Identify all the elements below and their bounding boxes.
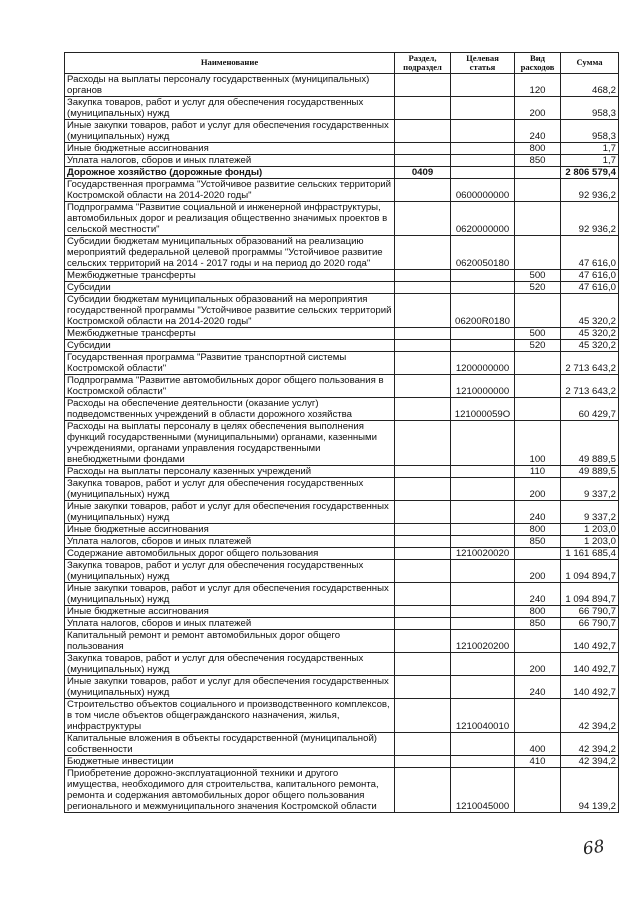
row-section [395, 583, 451, 606]
table-row [65, 202, 619, 236]
row-name: Капитальные вложения в объекты государственной (муниципальной) собственности [65, 733, 395, 756]
row-target [451, 120, 515, 143]
row-name: Приобретение дорожно-эксплуатационной техники и другого имущества, необходимого для строительства, капитального ремонта, ремонта и содержания автомобильных дорог общего пользования регионального и межмуниципального значения Костромской области [65, 768, 395, 813]
row-target [451, 676, 515, 699]
table-row [65, 282, 619, 294]
row-section [395, 120, 451, 143]
row-name: Капитальный ремонт и ремонт автомобильных дорог общего пользования [65, 630, 395, 653]
row-sum: 45 320,2 [561, 340, 619, 352]
row-target: 1210045000 [451, 768, 515, 813]
row-expense-type: 500 [515, 328, 561, 340]
row-expense-type: 850 [515, 536, 561, 548]
header-name: Наименование [65, 53, 395, 74]
row-sum: 958,3 [561, 97, 619, 120]
row-sum: 47 616,0 [561, 236, 619, 270]
row-name: Закупка товаров, работ и услуг для обеспечения государственных (муниципальных) нужд [65, 478, 395, 501]
row-section [395, 630, 451, 653]
row-expense-type: 520 [515, 282, 561, 294]
row-target: 1210020200 [451, 630, 515, 653]
table-row [65, 583, 619, 606]
row-name: Строительство объектов социального и производственного комплексов, в том числе объектов общегражданского назначения, жилья, инфраструктуры [65, 699, 395, 733]
row-sum: 1 161 685,4 [561, 548, 619, 560]
row-sum: 49 889,5 [561, 466, 619, 478]
row-target: 0620000000 [451, 202, 515, 236]
row-target [451, 421, 515, 466]
row-expense-type: 500 [515, 270, 561, 282]
row-section [395, 282, 451, 294]
row-sum: 49 889,5 [561, 421, 619, 466]
row-name: Иные закупки товаров, работ и услуг для обеспечения государственных (муниципальных) нужд [65, 120, 395, 143]
row-name: Иные бюджетные ассигнования [65, 143, 395, 155]
row-sum: 2 713 643,2 [561, 352, 619, 375]
row-section [395, 756, 451, 768]
table-row [65, 375, 619, 398]
row-target [451, 501, 515, 524]
table-row [65, 768, 619, 813]
row-expense-type [515, 398, 561, 421]
row-section: 0409 [395, 167, 451, 179]
row-sum: 958,3 [561, 120, 619, 143]
row-name: Иные закупки товаров, работ и услуг для обеспечения государственных (муниципальных) нужд [65, 676, 395, 699]
row-expense-type: 100 [515, 421, 561, 466]
row-name: Субсидии бюджетам муниципальных образований на реализацию мероприятий федеральной целевой программы "Устойчивое развитие сельских территорий на 2014 - 2017 годы и на период до 2020 года" [65, 236, 395, 270]
row-section [395, 294, 451, 328]
row-sum: 1 094 894,7 [561, 583, 619, 606]
table-row [65, 340, 619, 352]
table-row [65, 120, 619, 143]
row-section [395, 548, 451, 560]
row-sum: 66 790,7 [561, 618, 619, 630]
row-expense-type: 200 [515, 653, 561, 676]
row-sum: 47 616,0 [561, 270, 619, 282]
row-target [451, 97, 515, 120]
table-row [65, 270, 619, 282]
header-expense-type: Вид расходов [515, 53, 561, 74]
table-row [65, 179, 619, 202]
row-expense-type: 850 [515, 618, 561, 630]
row-section [395, 236, 451, 270]
row-expense-type: 200 [515, 478, 561, 501]
row-section [395, 478, 451, 501]
row-target [451, 270, 515, 282]
row-sum: 1 203,0 [561, 524, 619, 536]
header-target: Целевая статья [451, 53, 515, 74]
row-section [395, 421, 451, 466]
row-expense-type: 520 [515, 340, 561, 352]
row-sum: 9 337,2 [561, 501, 619, 524]
row-name: Государственная программа "Развитие транспортной системы Костромской области" [65, 352, 395, 375]
row-expense-type: 200 [515, 97, 561, 120]
row-target [451, 328, 515, 340]
row-section [395, 524, 451, 536]
table-row [65, 676, 619, 699]
table-row [65, 756, 619, 768]
row-expense-type: 200 [515, 560, 561, 583]
row-sum: 1,7 [561, 143, 619, 155]
row-expense-type [515, 548, 561, 560]
row-target [451, 466, 515, 478]
row-target [451, 167, 515, 179]
row-section [395, 768, 451, 813]
row-name: Подпрограмма "Развитие социальной и инженерной инфраструктуры, автомобильных дорог и реализация общественно значимых проектов в сельской местности" [65, 202, 395, 236]
row-expense-type: 240 [515, 676, 561, 699]
row-name: Иные закупки товаров, работ и услуг для обеспечения государственных (муниципальных) нужд [65, 501, 395, 524]
row-target [451, 143, 515, 155]
row-sum: 140 492,7 [561, 630, 619, 653]
row-section [395, 618, 451, 630]
row-target [451, 524, 515, 536]
row-name: Межбюджетные трансферты [65, 328, 395, 340]
row-target: 1200000000 [451, 352, 515, 375]
row-expense-type: 400 [515, 733, 561, 756]
row-sum: 66 790,7 [561, 606, 619, 618]
row-name: Расходы на выплаты персоналу казенных учреждений [65, 466, 395, 478]
row-name: Субсидии [65, 340, 395, 352]
row-section [395, 155, 451, 167]
row-sum: 140 492,7 [561, 653, 619, 676]
row-target [451, 583, 515, 606]
table-row [65, 328, 619, 340]
row-section [395, 74, 451, 97]
row-section [395, 97, 451, 120]
row-sum: 92 936,2 [561, 179, 619, 202]
table-row [65, 294, 619, 328]
row-expense-type: 110 [515, 466, 561, 478]
row-expense-type [515, 179, 561, 202]
table-row [65, 478, 619, 501]
row-sum: 2 713 643,2 [561, 375, 619, 398]
row-sum: 45 320,2 [561, 328, 619, 340]
header-section: Раздел, подраздел [395, 53, 451, 74]
row-target [451, 618, 515, 630]
row-name: Межбюджетные трансферты [65, 270, 395, 282]
row-section [395, 328, 451, 340]
table-row [65, 501, 619, 524]
table-row [65, 653, 619, 676]
table-row [65, 398, 619, 421]
row-target: 0600000000 [451, 179, 515, 202]
table-row [65, 548, 619, 560]
row-target: 1210000000 [451, 375, 515, 398]
row-name: Закупка товаров, работ и услуг для обеспечения государственных (муниципальных) нужд [65, 653, 395, 676]
row-expense-type: 120 [515, 74, 561, 97]
row-sum: 9 337,2 [561, 478, 619, 501]
row-name: Расходы на выплаты персоналу в целях обеспечения выполнения функций государственными (муниципальными) органами, казенными учреждениями, органами управления государственными внебюджетными фондами [65, 421, 395, 466]
row-target [451, 560, 515, 583]
row-expense-type: 240 [515, 120, 561, 143]
row-expense-type [515, 294, 561, 328]
table-row [65, 630, 619, 653]
row-target [451, 282, 515, 294]
table-row [65, 733, 619, 756]
row-target [451, 756, 515, 768]
row-section [395, 340, 451, 352]
row-sum: 1,7 [561, 155, 619, 167]
row-section [395, 606, 451, 618]
row-sum: 1 094 894,7 [561, 560, 619, 583]
row-section [395, 202, 451, 236]
row-target [451, 653, 515, 676]
row-name: Закупка товаров, работ и услуг для обеспечения государственных (муниципальных) нужд [65, 97, 395, 120]
row-expense-type [515, 352, 561, 375]
table-row [65, 74, 619, 97]
budget-table [64, 52, 619, 813]
row-section [395, 375, 451, 398]
row-name: Бюджетные инвестиции [65, 756, 395, 768]
row-sum: 92 936,2 [561, 202, 619, 236]
row-section [395, 398, 451, 421]
row-target: 121000059О [451, 398, 515, 421]
row-expense-type: 800 [515, 143, 561, 155]
table-row [65, 606, 619, 618]
table-row [65, 560, 619, 583]
row-sum: 42 394,2 [561, 756, 619, 768]
row-target [451, 606, 515, 618]
row-expense-type [515, 236, 561, 270]
row-target [451, 74, 515, 97]
row-expense-type: 800 [515, 606, 561, 618]
row-name: Дорожное хозяйство (дорожные фонды) [65, 167, 395, 179]
row-name: Содержание автомобильных дорог общего пользования [65, 548, 395, 560]
row-section [395, 560, 451, 583]
row-sum: 1 203,0 [561, 536, 619, 548]
table-row [65, 618, 619, 630]
row-target: 06200R0180 [451, 294, 515, 328]
row-name: Иные бюджетные ассигнования [65, 606, 395, 618]
row-name: Расходы на выплаты персоналу государственных (муниципальных) органов [65, 74, 395, 97]
table-row [65, 536, 619, 548]
row-target: 0620050180 [451, 236, 515, 270]
row-name: Уплата налогов, сборов и иных платежей [65, 536, 395, 548]
row-sum: 468,2 [561, 74, 619, 97]
row-name: Уплата налогов, сборов и иных платежей [65, 155, 395, 167]
row-section [395, 536, 451, 548]
row-target: 1210020020 [451, 548, 515, 560]
row-name: Закупка товаров, работ и услуг для обеспечения государственных (муниципальных) нужд [65, 560, 395, 583]
row-section [395, 466, 451, 478]
row-expense-type [515, 630, 561, 653]
row-target [451, 733, 515, 756]
row-target [451, 340, 515, 352]
row-target [451, 478, 515, 501]
row-expense-type: 850 [515, 155, 561, 167]
table-row [65, 524, 619, 536]
row-name: Расходы на обеспечение деятельности (оказание услуг) подведомственных учреждений в области дорожного хозяйства [65, 398, 395, 421]
row-expense-type: 240 [515, 501, 561, 524]
row-name: Иные закупки товаров, работ и услуг для обеспечения государственных (муниципальных) нужд [65, 583, 395, 606]
table-row [65, 167, 619, 179]
row-expense-type [515, 699, 561, 733]
row-section [395, 352, 451, 375]
row-target: 1210040010 [451, 699, 515, 733]
row-section [395, 143, 451, 155]
row-section [395, 501, 451, 524]
header-sum: Сумма [561, 53, 619, 74]
table-row [65, 236, 619, 270]
row-expense-type: 800 [515, 524, 561, 536]
row-name: Субсидии [65, 282, 395, 294]
table-row [65, 97, 619, 120]
row-section [395, 733, 451, 756]
row-sum: 94 139,2 [561, 768, 619, 813]
row-name: Иные бюджетные ассигнования [65, 524, 395, 536]
row-name: Уплата налогов, сборов и иных платежей [65, 618, 395, 630]
row-sum: 140 492,7 [561, 676, 619, 699]
row-section [395, 270, 451, 282]
row-sum: 60 429,7 [561, 398, 619, 421]
row-sum: 42 394,2 [561, 699, 619, 733]
row-section [395, 699, 451, 733]
row-sum: 2 806 579,4 [561, 167, 619, 179]
row-expense-type [515, 768, 561, 813]
row-section [395, 676, 451, 699]
row-name: Подпрограмма "Развитие автомобильных дорог общего пользования в Костромской области" [65, 375, 395, 398]
row-expense-type [515, 167, 561, 179]
row-target [451, 536, 515, 548]
row-expense-type [515, 375, 561, 398]
row-name: Государственная программа "Устойчивое развитие сельских территорий Костромской области на 2014-2020 годы" [65, 179, 395, 202]
row-expense-type: 410 [515, 756, 561, 768]
row-section [395, 653, 451, 676]
row-name: Субсидии бюджетам муниципальных образований на мероприятия государственной программы "Устойчивое развитие сельских территорий Костромской области на 2014-2020 годы" [65, 294, 395, 328]
table-row [65, 143, 619, 155]
row-sum: 42 394,2 [561, 733, 619, 756]
row-target [451, 155, 515, 167]
row-expense-type: 240 [515, 583, 561, 606]
table-row [65, 155, 619, 167]
page-number: 68 [581, 836, 606, 860]
row-sum: 45 320,2 [561, 294, 619, 328]
row-sum: 47 616,0 [561, 282, 619, 294]
table-header-row [65, 53, 619, 74]
table-row [65, 466, 619, 478]
row-expense-type [515, 202, 561, 236]
table-row [65, 352, 619, 375]
table-row [65, 699, 619, 733]
row-section [395, 179, 451, 202]
table-row [65, 421, 619, 466]
